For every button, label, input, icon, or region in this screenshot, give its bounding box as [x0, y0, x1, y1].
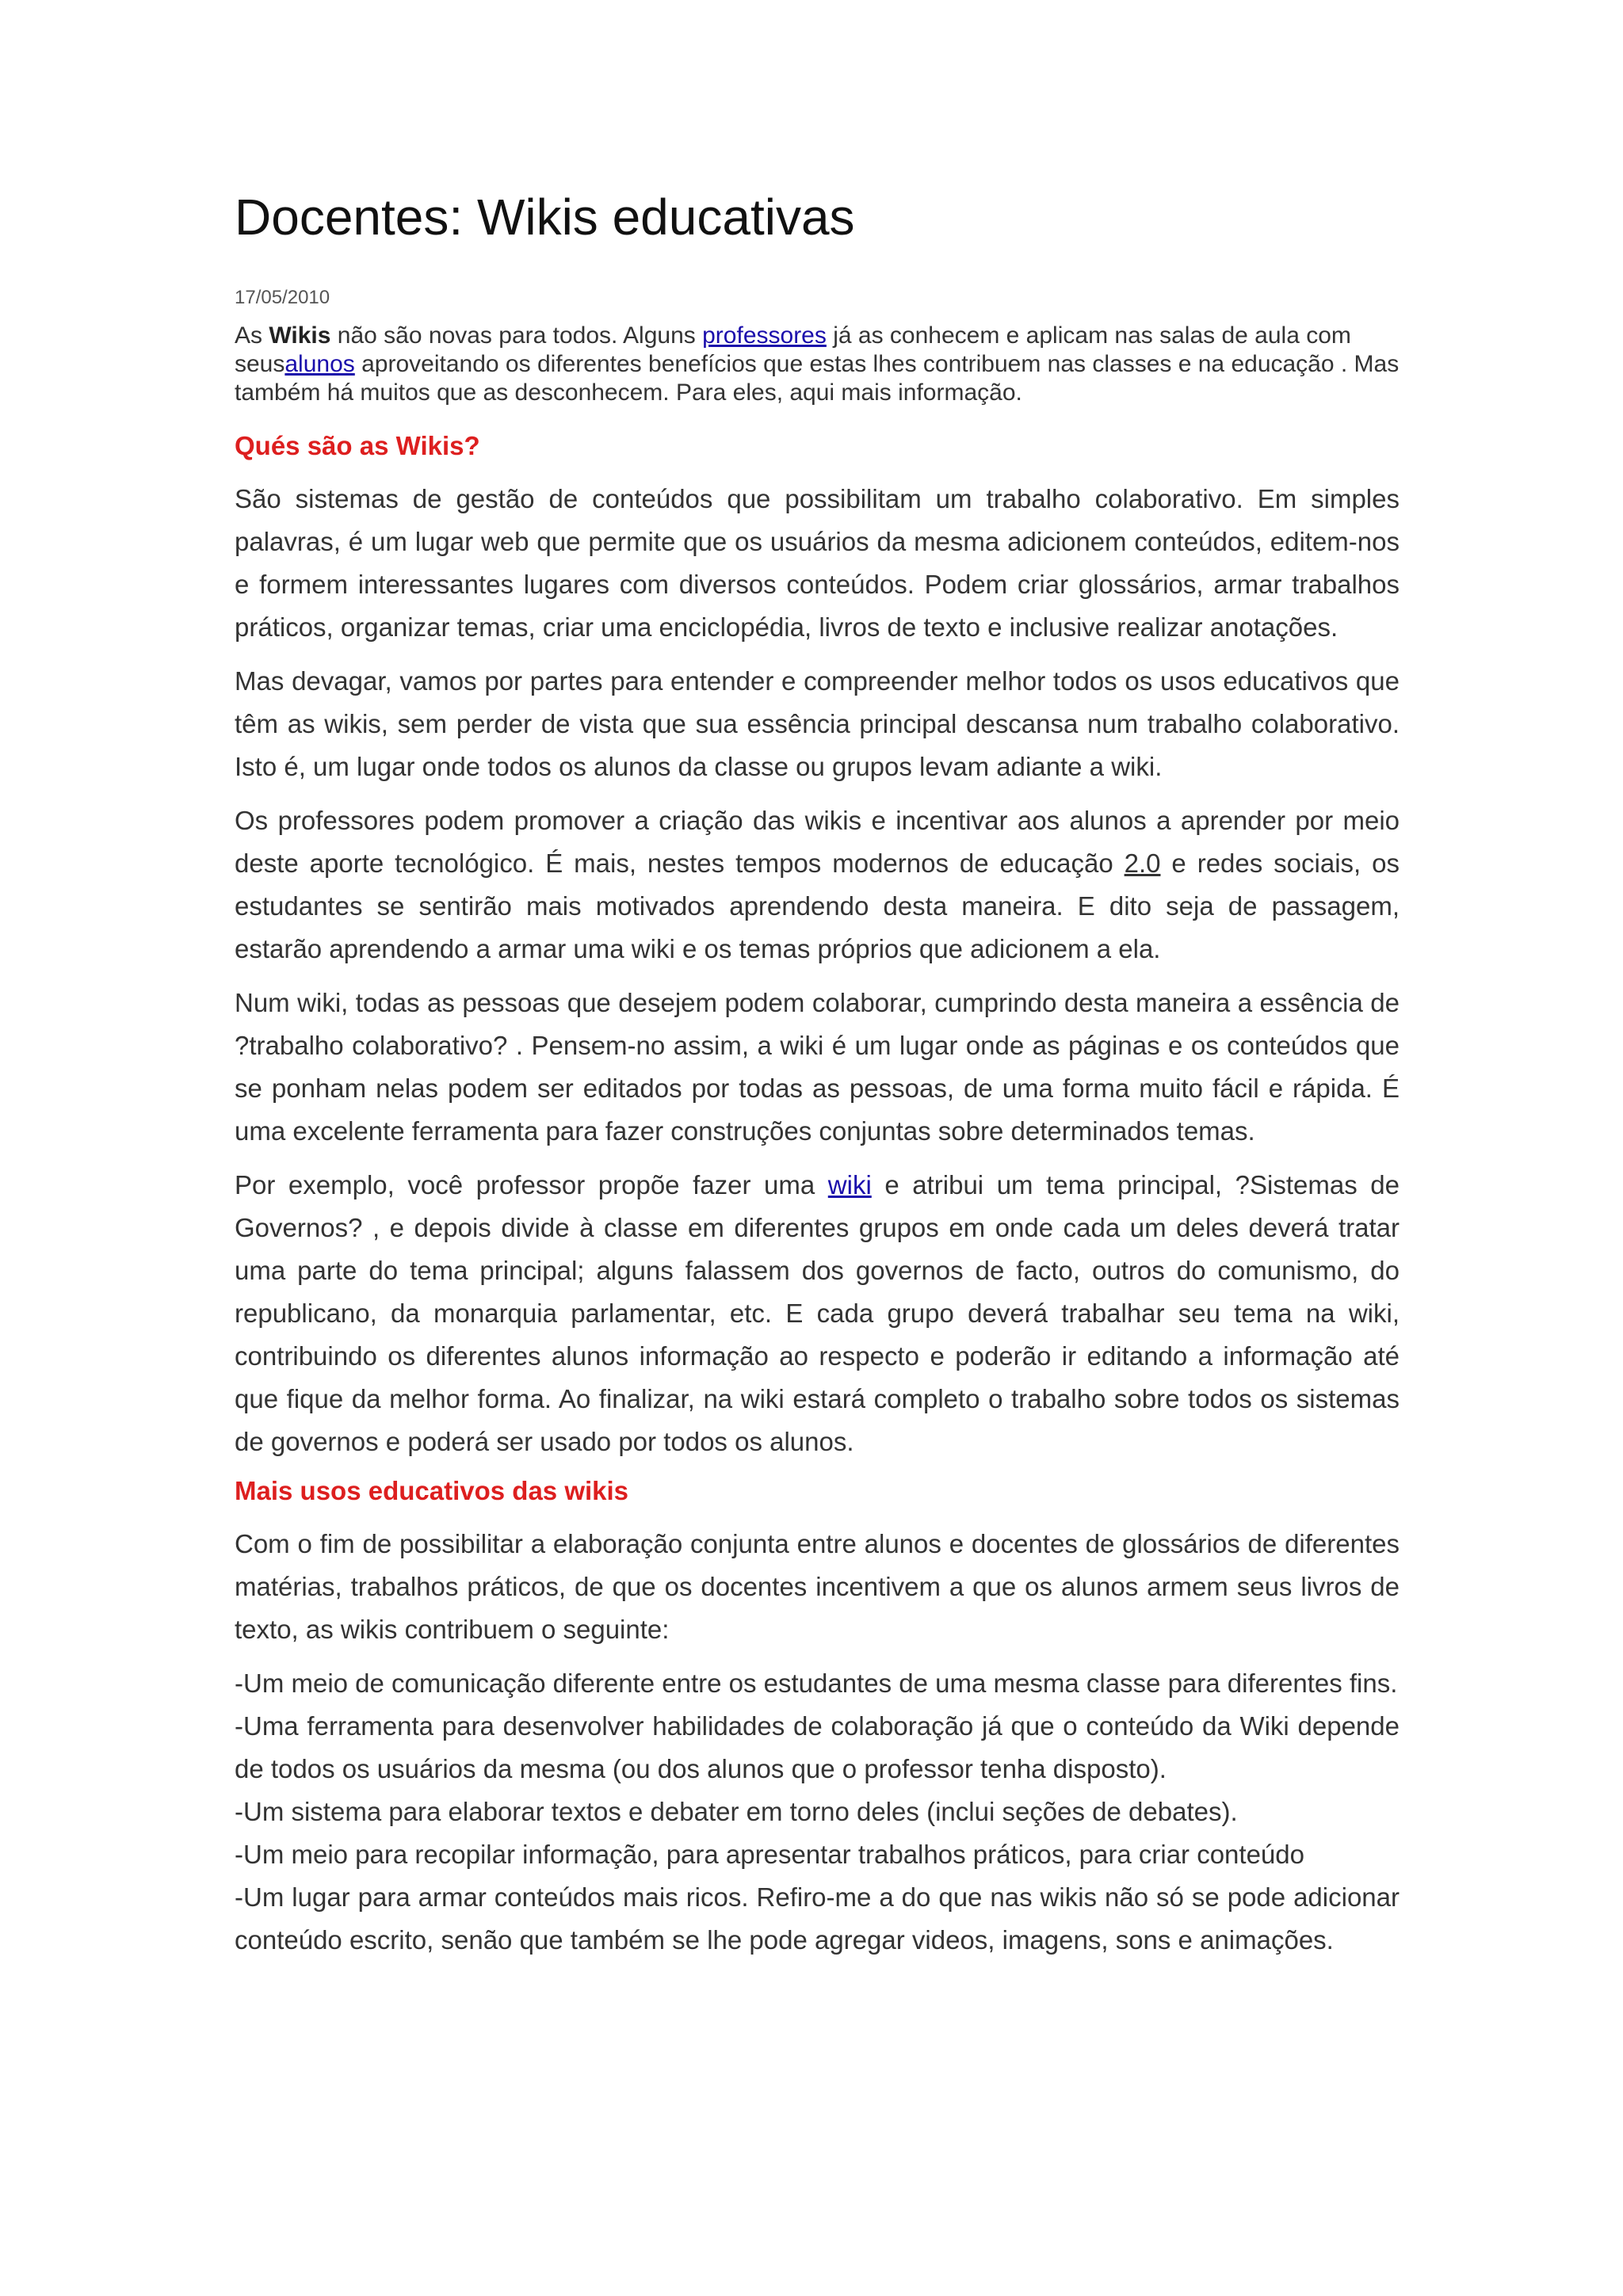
post-date: 17/05/2010: [235, 286, 330, 308]
paragraph-collaborative: Mas devagar, vamos por partes para entender e compreender melhor todos os usos educativos que têm as wikis, sem perder de vista que sua essência principal descansa num trabalho colaborativo. Isto é, um lugar onde todos os alunos da classe ou grupos levam adiante a wiki.: [235, 666, 1400, 782]
intro-text-2: não são novas para todos. Alguns: [330, 322, 703, 349]
uses-list: [235, 1662, 1400, 1962]
list-item: -Um meio de comunicação diferente entre os estudantes de uma mesma classe para diferentes fins.: [235, 1669, 1398, 1699]
paragraph-teachers-text-a: Os professores podem promover a criação das wikis e incentivar aos alunos a aprender por meio deste aporte tecnológico. É mais, nestes tempos modernos de educação: [235, 806, 1400, 879]
section-heading-more-uses: Mais usos educativos das wikis: [235, 1476, 629, 1506]
web-2-0-link[interactable]: 2.0: [1124, 849, 1161, 879]
paragraph-essence: Num wiki, todas as pessoas que desejem podem colaborar, cumprindo desta maneira a essência de ?trabalho colaborativo? . Pensem-no assim, a wiki é um lugar onde as páginas e os conteúdos que se ponham nelas podem ser editados por todas as pessoas, de uma forma muito fácil e rápida. É uma excelente ferramenta para fazer construções conjuntas sobre determinados temas.: [235, 988, 1400, 1146]
list-item: -Um lugar para armar conteúdos mais ricos. Refiro-me a do que nas wikis não só se pode adicionar conteúdo escrito, senão que também se lhe pode agregar videos, imagens, sons e animações.: [235, 1882, 1400, 1955]
paragraph-teachers-text-b: e redes sociais, os estudantes se sentirão mais motivados aprendendo desta maneira. E dito seja de passagem, estarão aprendendo a armar uma wiki e os temas próprios que adicionem a ela.: [235, 849, 1400, 964]
list-item: -Um sistema para elaborar textos e debater em torno deles (inclui seções de debates).: [235, 1797, 1238, 1827]
paragraph-example: [235, 1164, 1400, 1463]
list-item: -Uma ferramenta para desenvolver habilidades de colaboração já que o conteúdo da Wiki depende de todos os usuários da mesma (ou dos alunos que o professor tenha disposto).: [235, 1711, 1400, 1784]
paragraph-example-text-b: e atribui um tema principal, ?Sistemas de Governos? , e depois divide à classe em diferentes grupos em onde cada um deles deverá tratar uma parte do tema principal; alguns falassem dos governos de facto, outros do comunismo, do republicano, da monarquia parlamentar, etc. E cada grupo deverá trabalhar seu tema na wiki, contribuindo os diferentes alunos informação ao respecto e poderão ir editando a informação até que fique da melhor forma. Ao finalizar, na wiki estará completo o trabalho sobre todos os sistemas de governos e poderá ser usado por todos os alunos.: [235, 1170, 1400, 1457]
page-title: Docentes: Wikis educativas: [235, 189, 855, 246]
intro-text-3: já as conhecem e aplicam nas salas de aula com seus: [235, 322, 1351, 378]
paragraph-teachers: [235, 799, 1400, 971]
paragraph-definition: São sistemas de gestão de conteúdos que possibilitam um trabalho colaborativo. Em simples palavras, é um lugar web que permite que os usuários da mesma adicionem conteúdos, editem-nos e formem interessantes lugares com diversos conteúdos. Podem criar glossários, armar trabalhos práticos, organizar temas, criar uma enciclopédia, livros de texto e inclusive realizar anotações.: [235, 484, 1400, 643]
wiki-link[interactable]: wiki: [827, 1170, 872, 1200]
alunos-link[interactable]: alunos: [285, 351, 355, 378]
section-heading-what-are-wikis: Qués são as Wikis?: [235, 431, 480, 461]
paragraph-example-text-a: Por exemplo, você professor propõe fazer uma: [235, 1170, 828, 1200]
intro-bold-wikis: Wikis: [269, 322, 331, 349]
paragraph-uses-intro: Com o fim de possibilitar a elaboração conjunta entre alunos e docentes de glossários de diferentes matérias, trabalhos práticos, de que os docentes incentivem a que os alunos armem seus livros de texto, as wikis contribuem o seguinte:: [235, 1529, 1400, 1645]
document-page: [235, 189, 1400, 1962]
intro-text-4: aproveitando os diferentes benefícios que estas lhes contribuem nas classes e na educação . Mas também há muitos que as desconhecem. Para eles, aqui mais informação.: [235, 351, 1400, 406]
list-item: -Um meio para recopilar informação, para apresentar trabalhos práticos, para criar conteúdo: [235, 1840, 1304, 1870]
intro-text-1: As: [235, 322, 269, 349]
intro-paragraph: [235, 322, 1400, 407]
professores-link[interactable]: professores: [702, 322, 827, 349]
